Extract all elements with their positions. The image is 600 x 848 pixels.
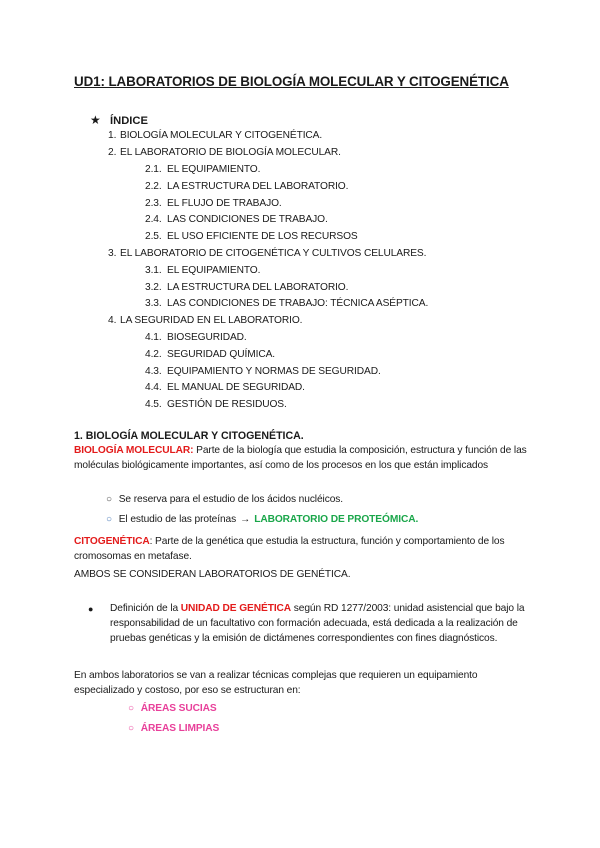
arrow-right-icon: → (240, 514, 251, 525)
toc-item: 3. EL LABORATORIO DE CITOGENÉTICA Y CULTIVOS CELULARES. (108, 248, 427, 259)
index-heading (90, 113, 148, 127)
area-dirty: ○ ÁREAS SUCIAS (128, 703, 217, 714)
bm-definition: BIOLOGÍA MOLECULAR: Parte de la biología que estudia la composición, estructura y función de las moléculas biológicamente importantes, así como de los procesos en los que están implicados (74, 445, 527, 472)
closing-paragraph: En ambos laboratorios se van a realizar técnicas complejas que requieren un equipamiento especializado y costoso, por eso se estructuran en: (74, 670, 478, 697)
toc-subitem: 4.3. EQUIPAMIENTO Y NORMAS DE SEGURIDAD. (145, 366, 381, 377)
circle-bullet-icon: ○ (106, 514, 112, 525)
toc-subitem: 3.3. LAS CONDICIONES DE TRABAJO: TÉCNICA ASÉPTICA. (145, 298, 429, 309)
toc-subitem: 4.5. GESTIÓN DE RESIDUOS. (145, 399, 287, 410)
toc-item: 1. BIOLOGÍA MOLECULAR Y CITOGENÉTICA. (108, 130, 323, 141)
bm-term: BIOLOGÍA MOLECULAR: (74, 445, 194, 456)
toc-subitem: 2.5. EL USO EFICIENTE DE LOS RECURSOS (145, 231, 358, 242)
document-title: UD1: LABORATORIOS DE BIOLOGÍA MOLECULAR Y CITOGENÉTICA (74, 74, 509, 89)
toc-subitem: 4.4. EL MANUAL DE SEGURIDAD. (145, 382, 305, 393)
circle-bullet-icon: ○ (128, 723, 134, 734)
toc-subitem: 3.1. EL EQUIPAMIENTO. (145, 265, 261, 276)
area-clean: ○ ÁREAS LIMPIAS (128, 723, 220, 734)
proteomics-label: LABORATORIO DE PROTEÓMICA. (254, 514, 419, 525)
index-heading-text: ÍNDICE (110, 115, 148, 127)
toc-item: 4. LA SEGURIDAD EN EL LABORATORIO. (108, 315, 303, 326)
toc-subitem: 2.4. LAS CONDICIONES DE TRABAJO. (145, 214, 328, 225)
toc-subitem: 2.1. EL EQUIPAMIENTO. (145, 164, 261, 175)
toc-subitem: 4.1. BIOSEGURIDAD. (145, 332, 247, 343)
toc-subitem: 4.2. SEGURIDAD QUÍMICA. (145, 349, 276, 360)
sub-item-proteins: ○ El estudio de las proteínas → LABORATORIO DE PROTEÓMICA. (106, 514, 419, 525)
star-icon: ★ (90, 113, 101, 127)
cg-definition: CITOGENÉTICA: Parte de la genética que estudia la estructura, función y comportamiento de los cromosomas en metafase. (74, 536, 505, 563)
section-heading: 1. BIOLOGÍA MOLECULAR Y CITOGENÉTICA. (74, 430, 304, 442)
genetics-unit-term: UNIDAD DE GENÉTICA (180, 603, 292, 614)
toc-subitem: 2.2. LA ESTRUCTURA DEL LABORATORIO. (145, 181, 349, 192)
circle-bullet-icon: ○ (128, 703, 134, 714)
cg-term: CITOGENÉTICA (74, 536, 150, 547)
circle-bullet-icon: ○ (106, 494, 112, 505)
genetics-unit-definition: Definición de la UNIDAD DE GENÉTICA según RD 1277/2003: unidad asistencial que bajo la responsabilidad de un facultativo con formación adecuada, está dedicada a la realización de pruebas genéticas y la emisión de dictámenes correspondientes con fines diagnósticos. (110, 603, 525, 645)
bullet-icon: ● (88, 604, 94, 614)
toc-subitem: 3.2. LA ESTRUCTURA DEL LABORATORIO. (145, 282, 349, 293)
ambos-statement: AMBOS SE CONSIDERAN LABORATORIOS DE GENÉTICA. (74, 569, 351, 580)
toc-subitem: 2.3. EL FLUJO DE TRABAJO. (145, 198, 282, 209)
sub-item-nucleic: ○ Se reserva para el estudio de los ácidos nucléicos. (106, 494, 343, 505)
toc-item: 2. EL LABORATORIO DE BIOLOGÍA MOLECULAR. (108, 147, 341, 158)
